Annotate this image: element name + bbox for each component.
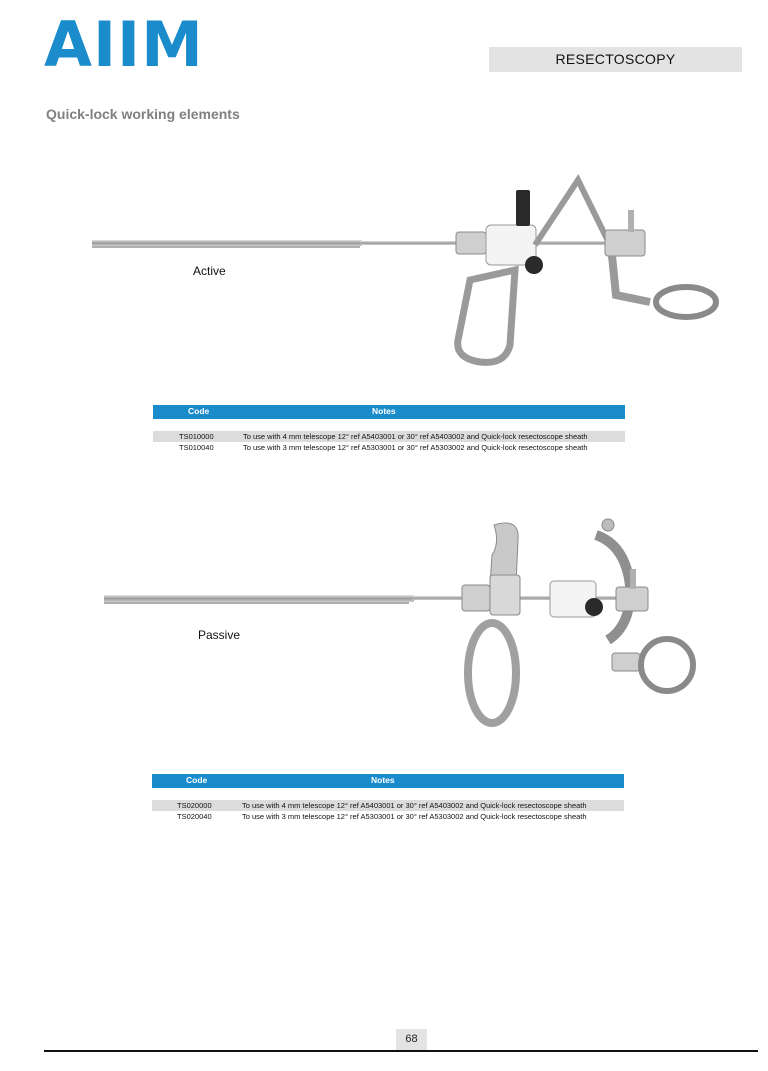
table-row: [152, 800, 624, 811]
row-code: TS020040: [177, 812, 212, 821]
table-row: [152, 811, 624, 822]
passive-spec-table: [152, 774, 624, 822]
table-header: [153, 405, 625, 419]
product-label-passive: Passive: [198, 628, 241, 642]
row-code: TS010000: [179, 432, 214, 441]
passive-instrument-illustration: [0, 515, 768, 735]
table-row: [153, 431, 625, 442]
product-label-active: Active: [193, 264, 226, 278]
row-notes: To use with 3 mm telescope 12° ref A5303001 or 30° ref A5303002 and Quick-lock resectoscope sheath: [243, 443, 588, 452]
row-notes: To use with 4 mm telescope 12° ref A5403001 or 30° ref A5403002 and Quick-lock resectoscope sheath: [243, 432, 588, 441]
passive-working-element: [0, 515, 768, 735]
active-spec-table: [153, 405, 625, 453]
row-code: TS020000: [177, 801, 212, 810]
header-notes: Notes: [372, 406, 396, 416]
footer-divider: [44, 1050, 758, 1052]
table-row: [153, 442, 625, 453]
row-notes: To use with 3 mm telescope 12° ref A5303001 or 30° ref A5303002 and Quick-lock resectoscope sheath: [242, 812, 587, 821]
table-header: [152, 774, 624, 788]
active-instrument-illustration: [0, 170, 768, 370]
row-notes: To use with 4 mm telescope 12° ref A5403001 or 30° ref A5403002 and Quick-lock resectoscope sheath: [242, 801, 587, 810]
header-notes: Notes: [371, 775, 395, 785]
page-subtitle: Quick-lock working elements: [46, 106, 240, 122]
row-code: TS010040: [179, 443, 214, 452]
header-code: Code: [188, 406, 210, 416]
section-tag: RESECTOSCOPY: [489, 47, 742, 72]
page-number: 68: [396, 1029, 427, 1050]
header-code: Code: [186, 775, 208, 785]
aiim-logo: AIIM: [44, 8, 204, 81]
active-working-element: [0, 170, 768, 370]
